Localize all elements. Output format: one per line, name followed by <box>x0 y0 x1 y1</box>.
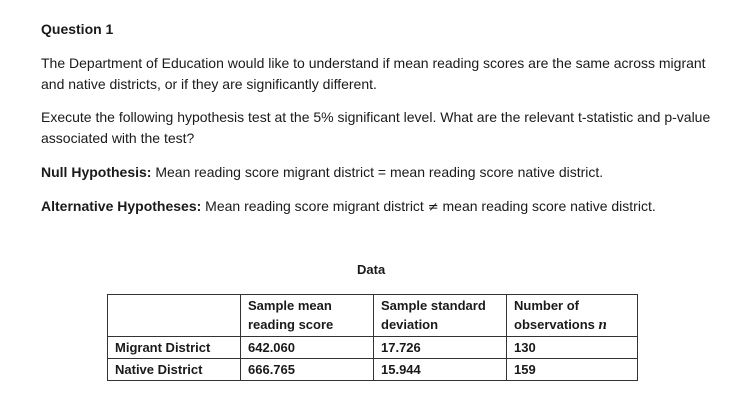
question-title: Question 1 <box>41 21 114 37</box>
header-observations <box>507 295 638 337</box>
table-row <box>108 337 638 359</box>
null-hypothesis-text: Mean reading score migrant district = mean reading score native district. <box>151 164 604 180</box>
data-table <box>107 294 638 381</box>
alternative-hypothesis-text-end: mean reading score native district. <box>438 198 656 214</box>
header-sample-sd <box>374 295 507 337</box>
header-sample-sd-line2: deviation <box>381 317 439 332</box>
alternative-hypothesis <box>41 196 721 218</box>
header-observations-line1: Number of <box>514 298 579 313</box>
header-sample-mean-line1: Sample mean <box>248 298 332 313</box>
row-sd: 17.726 <box>374 337 507 359</box>
table-row <box>108 359 638 381</box>
row-label: Native District <box>108 359 241 381</box>
header-sample-mean <box>241 295 374 337</box>
table-header-row <box>108 295 638 337</box>
header-observations-var: n <box>598 317 607 333</box>
question-instruction: Execute the following hypothesis test at the 5% significant level. What are the relevant t-statistic and p-value associated with the test? <box>41 109 711 146</box>
null-hypothesis-label: Null Hypothesis: <box>41 164 152 180</box>
not-equal-symbol: ≠ <box>427 200 439 215</box>
row-n: 130 <box>507 337 638 359</box>
alternative-hypothesis-text-start: Mean reading score migrant district <box>201 198 428 214</box>
row-mean: 642.060 <box>241 337 374 359</box>
row-n: 159 <box>507 359 638 381</box>
alternative-hypothesis-label: Alternative Hypotheses: <box>41 198 202 214</box>
table-caption: Data <box>357 262 386 277</box>
row-mean: 666.765 <box>241 359 374 381</box>
header-observations-line2: observations <box>514 317 599 332</box>
question-intro: The Department of Education would like to understand if mean reading scores are the same across migrant and native districts, or if they are significantly different. <box>41 55 706 92</box>
header-sample-sd-line1: Sample standard <box>381 298 486 313</box>
header-sample-mean-line2: reading score <box>248 317 334 332</box>
null-hypothesis <box>41 162 721 183</box>
header-empty-cell <box>108 295 241 337</box>
row-sd: 15.944 <box>374 359 507 381</box>
row-label: Migrant District <box>108 337 241 359</box>
